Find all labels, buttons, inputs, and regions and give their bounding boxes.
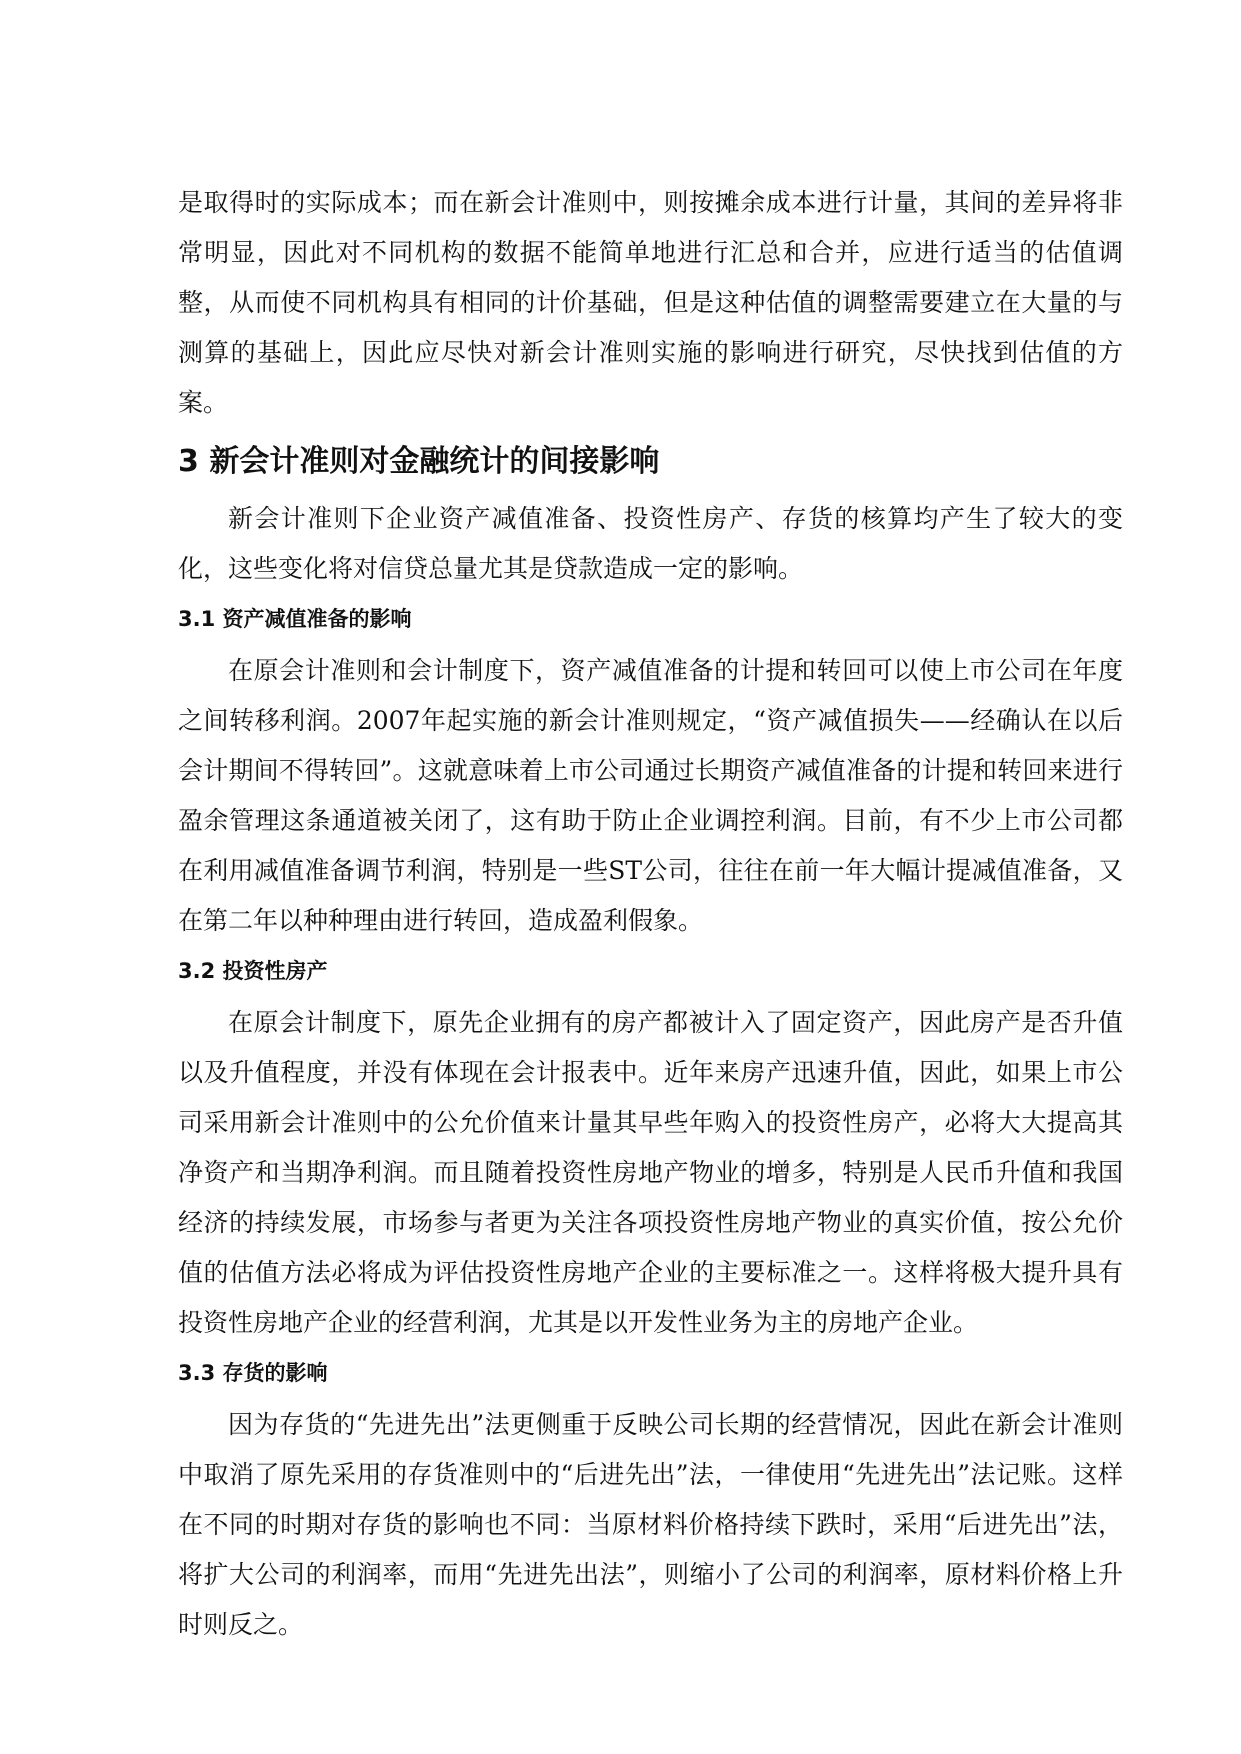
section-3-paragraph: 新会计准则下企业资产减值准备、投资性房产、存货的核算均产生了较大的变化，这些变化将对信贷总量尤其是贷款造成一定的影响。 bbox=[178, 504, 1123, 583]
section-3-heading: 3 新会计准则对金融统计的间接影响 bbox=[178, 444, 660, 479]
document-body bbox=[178, 178, 1123, 1650]
section-3-2-heading: 3.2 投资性房产 bbox=[178, 959, 328, 983]
section-3-2-paragraph: 在原会计制度下，原先企业拥有的房产都被计入了固定资产，因此房产是否升值以及升值程度，并没有体现在会计报表中。近年来房产迅速升值，因此，如果上市公司采用新会计准则中的公允价值来计量其早些年购入的投资性房产，必将大大提高其净资产和当期净利润。而且随着投资性房地产物业的增多，特别是人民币升值和我国经济的持续发展，市场参与者更为关注各项投资性房地产物业的真实价值，按公允价值的估值方法必将成为评估投资性房地产企业的主要标准之一。这样将极大提升具有投资性房地产企业的经营利润，尤其是以开发性业务为主的房地产企业。 bbox=[178, 1008, 1123, 1337]
intro-paragraph: 是取得时的实际成本；而在新会计准则中，则按摊余成本进行计量，其间的差异将非常明显，因此对不同机构的数据不能简单地进行汇总和合并，应进行适当的估值调整，从而使不同机构具有相同的计价基础，但是这种估值的调整需要建立在大量的与测算的基础上，因此应尽快对新会计准则实施的影响进行研究，尽快找到估值的方案。 bbox=[178, 188, 1123, 417]
section-3-1-heading: 3.1 资产减值准备的影响 bbox=[178, 607, 412, 631]
section-3-3-heading: 3.3 存货的影响 bbox=[178, 1361, 328, 1385]
section-3-1-paragraph: 在原会计准则和会计制度下，资产减值准备的计提和转回可以使上市公司在年度之间转移利润。2007年起实施的新会计准则规定，“资产减值损失——经确认在以后会计期间不得转回”。这就意味着上市公司通过长期资产减值准备的计提和转回来进行盈余管理这条通道被关闭了，这有助于防止企业调控利润。目前，有不少上市公司都在利用减值准备调节利润，特别是一些ST公司，往往在前一年大幅计提减值准备，又在第二年以种种理由进行转回，造成盈利假象。 bbox=[178, 656, 1123, 935]
section-3-3-paragraph: 因为存货的“先进先出”法更侧重于反映公司长期的经营情况，因此在新会计准则中取消了原先采用的存货准则中的“后进先出”法，一律使用“先进先出”法记账。这样在不同的时期对存货的影响也不同：当原材料价格持续下跌时，采用“后进先出”法，将扩大公司的利润率，而用“先进先出法”，则缩小了公司的利润率，原材料价格上升时则反之。 bbox=[178, 1410, 1123, 1639]
